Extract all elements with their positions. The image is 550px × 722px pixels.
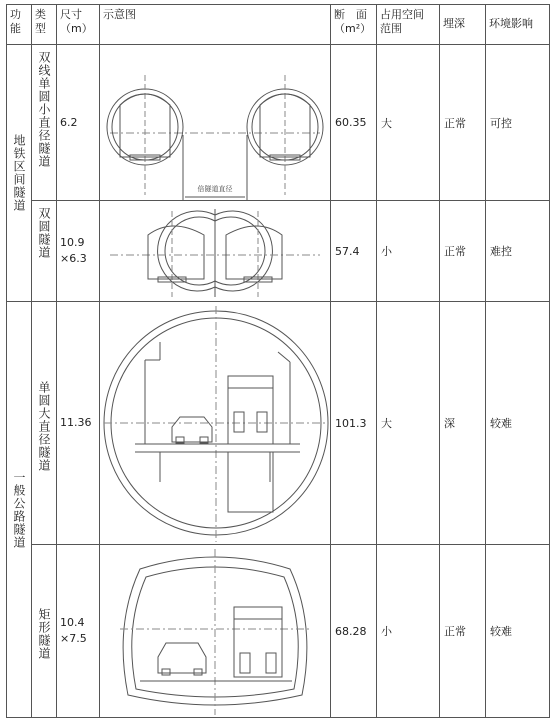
diagram-label: 倍隧道直径 (197, 185, 233, 193)
type-cell: 双线单圆小直径隧道 (32, 45, 57, 201)
rectangular-tunnel-diagram (100, 545, 330, 717)
space-cell: 大 (377, 45, 440, 201)
function-cell-road: 一般公路隧道 (7, 302, 32, 718)
size-cell: 6.2 (57, 45, 100, 201)
double-o-tunnel-diagram (100, 201, 330, 301)
type-cell: 矩形隧道 (32, 545, 57, 718)
diagram-cell (100, 45, 331, 201)
environment-cell: 难控 (486, 201, 550, 302)
type-cell: 双圆隧道 (32, 201, 57, 302)
header-environment: 环境影响 (486, 5, 550, 45)
diagram-cell (100, 302, 331, 545)
diagram-cell (100, 545, 331, 718)
table-row (7, 545, 550, 718)
header-size: 尺寸 （m） (57, 5, 100, 45)
depth-cell: 正常 (440, 45, 486, 201)
environment-cell: 可控 (486, 45, 550, 201)
section-cell: 68.28 (331, 545, 377, 718)
size-cell: 11.36 (57, 302, 100, 545)
function-cell-metro: 地铁区间隧道 (7, 45, 32, 302)
depth-cell: 正常 (440, 545, 486, 718)
section-cell: 101.3 (331, 302, 377, 545)
depth-cell: 正常 (440, 201, 486, 302)
twin-circular-tunnel-diagram (100, 45, 330, 200)
size-cell: 10.9 ×6.3 (57, 201, 100, 302)
space-cell: 小 (377, 201, 440, 302)
size-cell: 10.4 ×7.5 (57, 545, 100, 718)
environment-cell: 较难 (486, 302, 550, 545)
diagram-cell (100, 201, 331, 302)
section-cell: 60.35 (331, 45, 377, 201)
large-circular-tunnel-diagram (100, 302, 330, 544)
header-row (7, 5, 550, 45)
space-cell: 大 (377, 302, 440, 545)
header-function: 功能 (7, 5, 32, 45)
header-depth: 埋深 (440, 5, 486, 45)
tunnel-comparison-table (6, 4, 550, 718)
table-row (7, 302, 550, 545)
section-cell: 57.4 (331, 201, 377, 302)
space-cell: 小 (377, 545, 440, 718)
table-row (7, 201, 550, 302)
header-type: 类型 (32, 5, 57, 45)
depth-cell: 深 (440, 302, 486, 545)
table-row (7, 45, 550, 201)
environment-cell: 较难 (486, 545, 550, 718)
header-section: 断 面 （m²） (331, 5, 377, 45)
type-cell: 单圆大直径隧道 (32, 302, 57, 545)
header-space: 占用空间 范围 (377, 5, 440, 45)
header-diagram: 示意图 (100, 5, 331, 45)
